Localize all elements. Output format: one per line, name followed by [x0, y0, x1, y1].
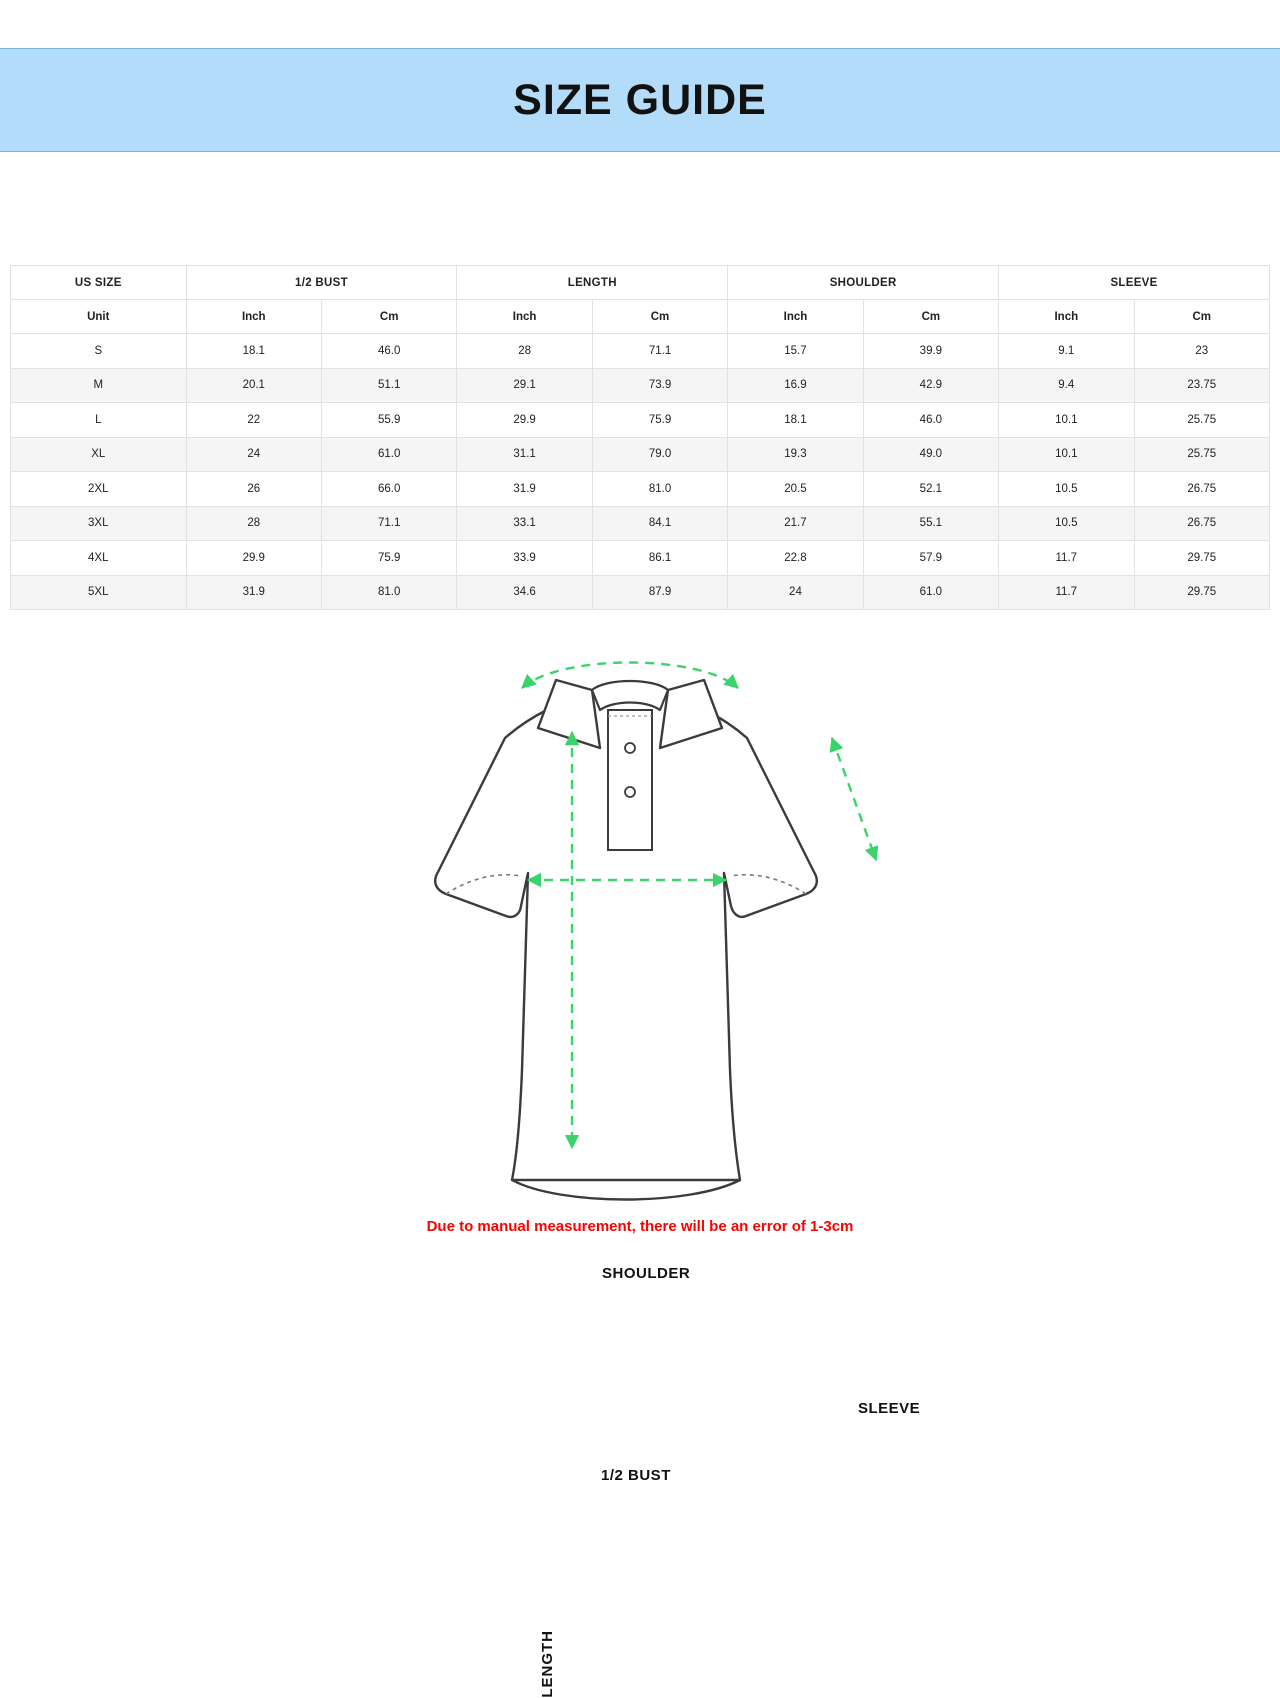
- unit-length-inch: Inch: [457, 300, 592, 334]
- page-title: SIZE GUIDE: [513, 75, 767, 124]
- button-bottom: [625, 787, 635, 797]
- cell-shoulder-cm: 39.9: [863, 334, 998, 369]
- cell-bust-inch: 22: [186, 403, 321, 438]
- cell-shoulder-inch: 15.7: [728, 334, 863, 369]
- cell-sleeve-cm: 23.75: [1134, 368, 1270, 403]
- cell-size: M: [11, 368, 187, 403]
- cell-bust-inch: 31.9: [186, 575, 321, 610]
- header-length: LENGTH: [457, 266, 728, 300]
- cell-sleeve-cm: 25.75: [1134, 437, 1270, 472]
- cell-sleeve-inch: 10.5: [999, 472, 1134, 507]
- cell-length-inch: 29.1: [457, 368, 592, 403]
- cell-bust-cm: 71.1: [321, 506, 456, 541]
- sleeve-arrow: [832, 738, 876, 860]
- cell-size: 2XL: [11, 472, 187, 507]
- cell-shoulder-inch: 18.1: [728, 403, 863, 438]
- cell-bust-inch: 18.1: [186, 334, 321, 369]
- cell-shoulder-cm: 57.9: [863, 541, 998, 576]
- cell-shoulder-cm: 52.1: [863, 472, 998, 507]
- length-label: LENGTH: [539, 1630, 556, 1698]
- unit-length-cm: Cm: [592, 300, 727, 334]
- cell-length-inch: 31.1: [457, 437, 592, 472]
- cell-size: 4XL: [11, 541, 187, 576]
- table-head: [11, 266, 1270, 300]
- cell-shoulder-cm: 46.0: [863, 403, 998, 438]
- cell-shoulder-inch: 19.3: [728, 437, 863, 472]
- cell-size: L: [11, 403, 187, 438]
- table-row: [11, 541, 1270, 576]
- cell-bust-cm: 51.1: [321, 368, 456, 403]
- unit-sleeve-cm: Cm: [1134, 300, 1270, 334]
- cell-sleeve-inch: 10.5: [999, 506, 1134, 541]
- unit-bust-inch: Inch: [186, 300, 321, 334]
- cell-size: 3XL: [11, 506, 187, 541]
- table-row: [11, 368, 1270, 403]
- cell-shoulder-cm: 42.9: [863, 368, 998, 403]
- shirt-hem: [512, 1180, 740, 1200]
- cell-sleeve-inch: 11.7: [999, 541, 1134, 576]
- table-row: [11, 472, 1270, 507]
- cell-length-inch: 33.9: [457, 541, 592, 576]
- cell-sleeve-cm: 26.75: [1134, 506, 1270, 541]
- header-shoulder: SHOULDER: [728, 266, 999, 300]
- unit-sleeve-inch: Inch: [999, 300, 1134, 334]
- cell-length-inch: 33.1: [457, 506, 592, 541]
- cell-shoulder-inch: 21.7: [728, 506, 863, 541]
- table-row: [11, 437, 1270, 472]
- unit-row: [11, 300, 1270, 334]
- cell-size: 5XL: [11, 575, 187, 610]
- table-row: [11, 334, 1270, 369]
- cell-sleeve-cm: 25.75: [1134, 403, 1270, 438]
- header-half-bust: 1/2 BUST: [186, 266, 457, 300]
- button-top: [625, 743, 635, 753]
- cell-length-cm: 79.0: [592, 437, 727, 472]
- cell-sleeve-cm: 26.75: [1134, 472, 1270, 507]
- header-sleeve: SLEEVE: [999, 266, 1270, 300]
- measurement-disclaimer: Due to manual measurement, there will be an error of 1-3cm: [426, 1218, 854, 1235]
- cell-shoulder-cm: 49.0: [863, 437, 998, 472]
- cell-size: XL: [11, 437, 187, 472]
- cell-sleeve-cm: 23: [1134, 334, 1270, 369]
- cell-length-cm: 73.9: [592, 368, 727, 403]
- cell-length-inch: 29.9: [457, 403, 592, 438]
- cell-bust-cm: 55.9: [321, 403, 456, 438]
- table-row: [11, 403, 1270, 438]
- cell-bust-cm: 66.0: [321, 472, 456, 507]
- cell-size: S: [11, 334, 187, 369]
- size-table-container: [10, 265, 1270, 610]
- table-row: [11, 575, 1270, 610]
- cell-bust-inch: 28: [186, 506, 321, 541]
- cell-length-inch: 34.6: [457, 575, 592, 610]
- cell-sleeve-inch: 11.7: [999, 575, 1134, 610]
- table-row: [11, 506, 1270, 541]
- size-chart-table: [10, 265, 1270, 610]
- cell-sleeve-cm: 29.75: [1134, 541, 1270, 576]
- cell-length-cm: 75.9: [592, 403, 727, 438]
- cell-sleeve-inch: 10.1: [999, 437, 1134, 472]
- table-body: [11, 300, 1270, 610]
- unit-label: Unit: [11, 300, 187, 334]
- bust-label: 1/2 BUST: [601, 1467, 671, 1484]
- cell-sleeve-inch: 10.1: [999, 403, 1134, 438]
- cell-shoulder-inch: 16.9: [728, 368, 863, 403]
- cell-length-cm: 71.1: [592, 334, 727, 369]
- cell-length-cm: 84.1: [592, 506, 727, 541]
- cell-bust-inch: 26: [186, 472, 321, 507]
- polo-shirt-illustration: [0, 620, 1280, 1220]
- cell-bust-cm: 81.0: [321, 575, 456, 610]
- cell-shoulder-inch: 24: [728, 575, 863, 610]
- group-header-row: [11, 266, 1270, 300]
- unit-shoulder-inch: Inch: [728, 300, 863, 334]
- cell-length-cm: 86.1: [592, 541, 727, 576]
- cell-sleeve-cm: 29.75: [1134, 575, 1270, 610]
- unit-shoulder-cm: Cm: [863, 300, 998, 334]
- cell-bust-inch: 29.9: [186, 541, 321, 576]
- cell-sleeve-inch: 9.4: [999, 368, 1134, 403]
- shoulder-label: SHOULDER: [602, 1265, 691, 1282]
- cell-bust-cm: 61.0: [321, 437, 456, 472]
- cell-length-inch: 28: [457, 334, 592, 369]
- header-us-size: US SIZE: [11, 266, 187, 300]
- cell-bust-inch: 20.1: [186, 368, 321, 403]
- cell-shoulder-inch: 22.8: [728, 541, 863, 576]
- cell-shoulder-cm: 55.1: [863, 506, 998, 541]
- cell-length-cm: 81.0: [592, 472, 727, 507]
- cell-sleeve-inch: 9.1: [999, 334, 1134, 369]
- sleeve-label: SLEEVE: [858, 1400, 921, 1417]
- cell-shoulder-inch: 20.5: [728, 472, 863, 507]
- cell-length-inch: 31.9: [457, 472, 592, 507]
- cell-bust-cm: 75.9: [321, 541, 456, 576]
- cell-shoulder-cm: 61.0: [863, 575, 998, 610]
- cell-length-cm: 87.9: [592, 575, 727, 610]
- cell-bust-inch: 24: [186, 437, 321, 472]
- unit-bust-cm: Cm: [321, 300, 456, 334]
- page-header-banner: [0, 48, 1280, 152]
- cell-bust-cm: 46.0: [321, 334, 456, 369]
- placket: [608, 710, 652, 850]
